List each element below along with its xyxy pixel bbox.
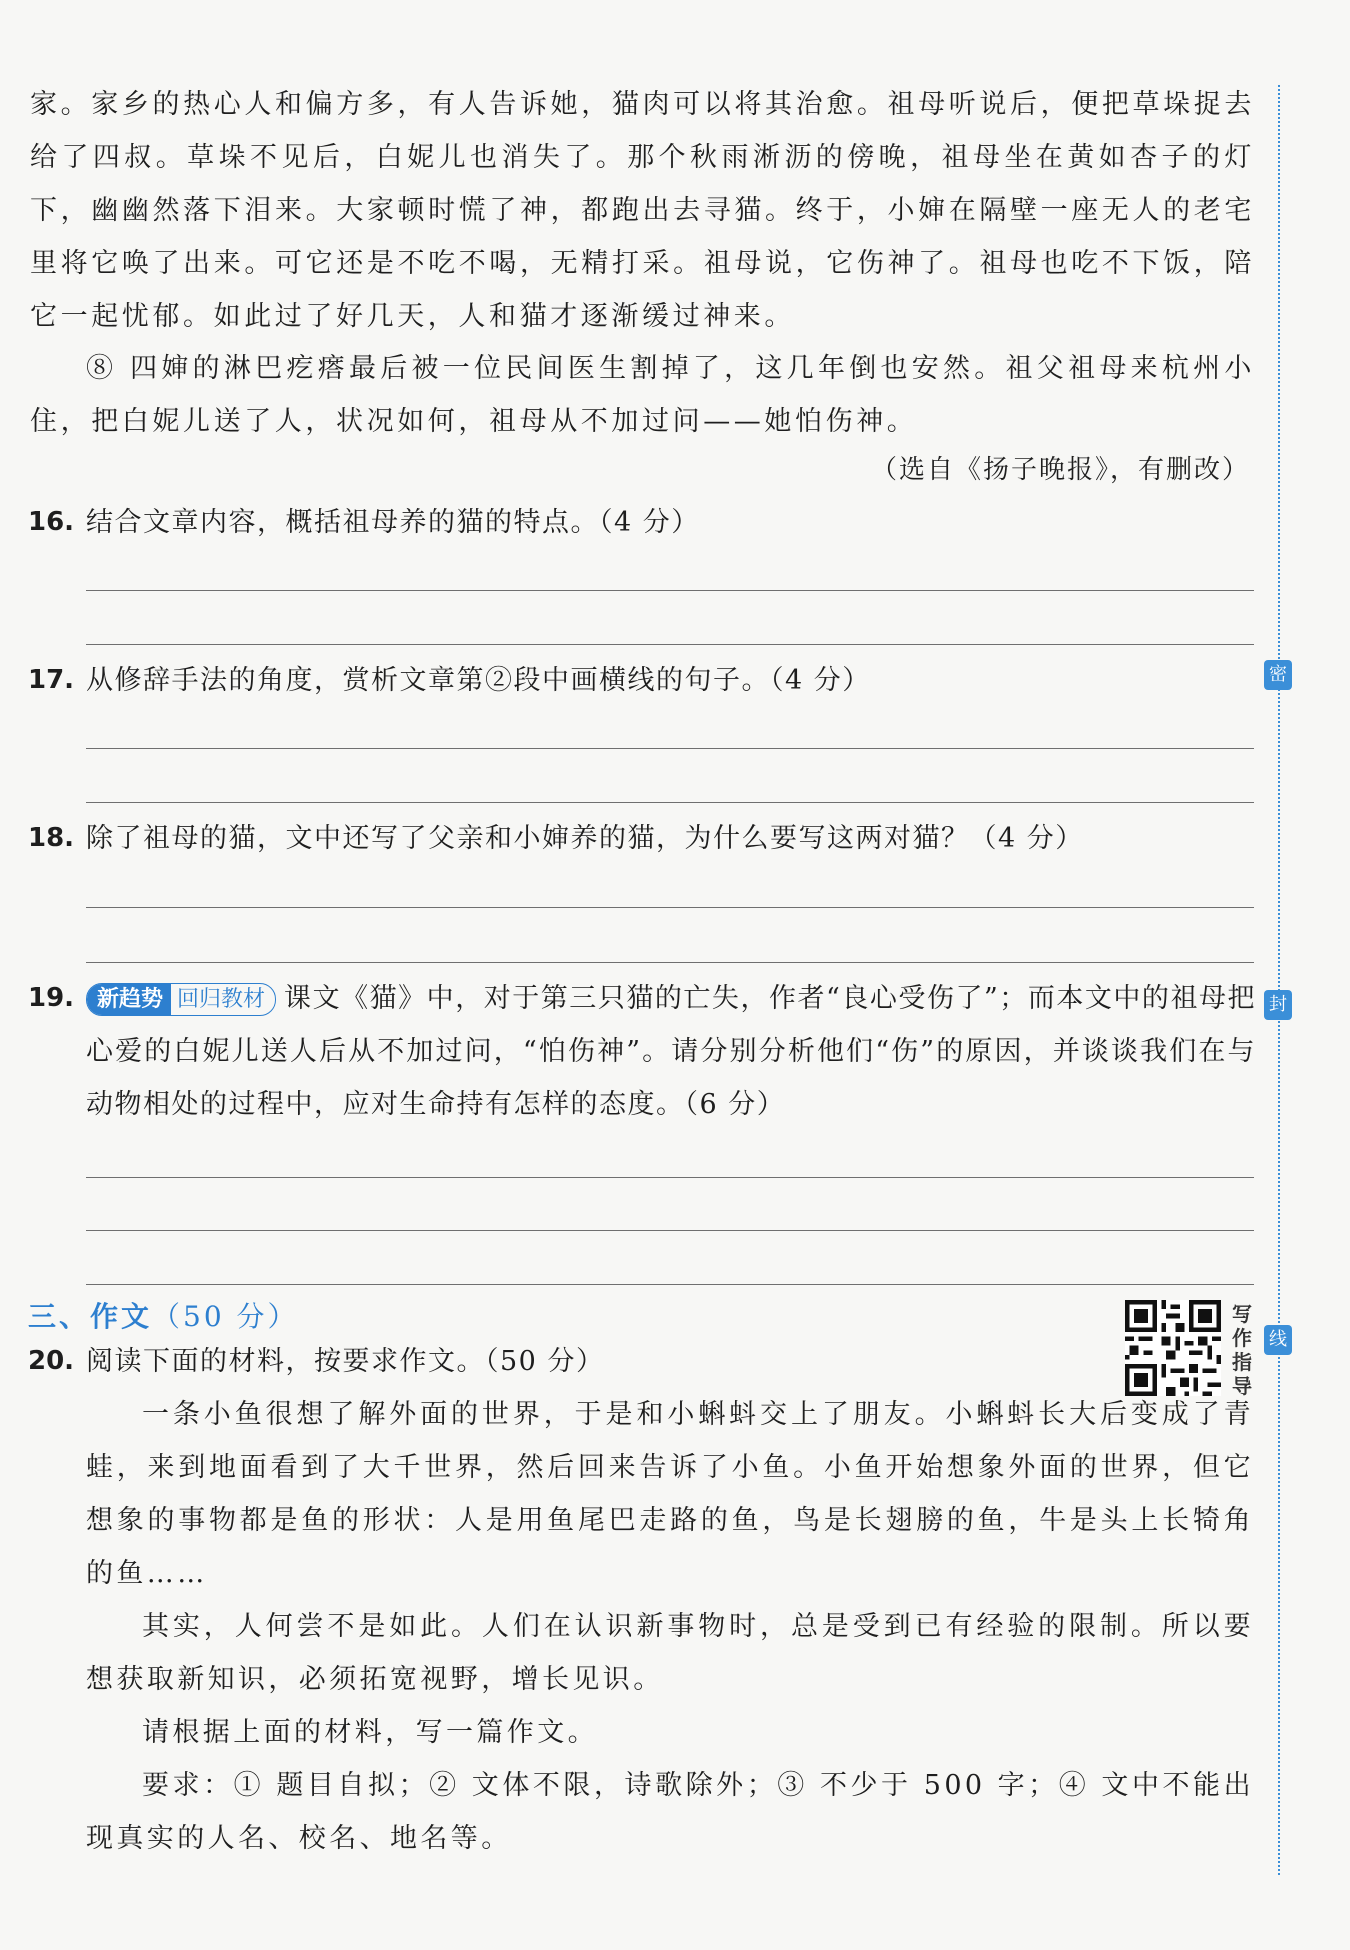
- trend-badge-main: 新趋势: [87, 984, 171, 1015]
- question-18: [28, 812, 1256, 865]
- question-number: 19.: [28, 983, 75, 1013]
- answer-line[interactable]: [86, 907, 1254, 908]
- passage-source: （选自《扬子晚报》，有删改）: [870, 455, 1250, 485]
- answer-line[interactable]: [86, 1177, 1254, 1178]
- question-20: [28, 1335, 1256, 1388]
- question-text: 阅读下面的材料，按要求作文。（50 分）: [86, 1346, 605, 1377]
- answer-line[interactable]: [86, 1230, 1254, 1231]
- question-number: 18.: [28, 823, 75, 853]
- margin-mark-feng: 封: [1264, 990, 1292, 1020]
- question-number: 17.: [28, 665, 75, 695]
- question-number: 20.: [28, 1346, 75, 1376]
- answer-line[interactable]: [86, 1284, 1254, 1285]
- answer-line[interactable]: [86, 748, 1254, 749]
- margin-mark-xian: 线: [1264, 1325, 1292, 1355]
- question-19-body: 课文《猫》中，对于第三只猫的亡失，作者“良心受伤了”；而本文中的祖母把心爱的白妮儿送人后从不加过问，“怕伤神”。请分别分析他们“伤”的原因，并谈谈我们在与动物相处的过程中，应对生命持有怎样的态度。（6 分）: [86, 983, 1256, 1120]
- question-17: [28, 654, 1256, 707]
- answer-line[interactable]: [86, 644, 1254, 645]
- answer-line[interactable]: [86, 962, 1254, 963]
- section-title-text: 三、作文: [28, 1300, 153, 1333]
- passage-paragraph-8: ⑧ 四婶的淋巴疙瘩最后被一位民间医生割掉了，这几年倒也安然。祖父祖母来杭州小住，把白妮儿送了人，状况如何，祖母从不加过问——她怕伤神。: [30, 353, 1255, 437]
- question-number: 16.: [28, 507, 75, 537]
- answer-line[interactable]: [86, 590, 1254, 591]
- writing-instruction: 请根据上面的材料，写一篇作文。: [142, 1717, 598, 1748]
- margin-mark-mi: 密: [1264, 660, 1292, 690]
- section-title-composition: [28, 1295, 299, 1335]
- writing-requirements: 要求：① 题目自拟；② 文体不限，诗歌除外；③ 不少于 500 字；④ 文中不能出现真实的人名、校名、地名等。: [86, 1770, 1254, 1854]
- question-text: [86, 972, 1256, 1131]
- question-text: 除了祖母的猫，文中还写了父亲和小婶养的猫，为什么要写这两对猫？（4 分）: [86, 823, 1084, 854]
- passage-paragraph-7: 家。家乡的热心人和偏方多，有人告诉她，猫肉可以将其治愈。祖母听说后，便把草垛捉去给了四叔。草垛不见后，白妮儿也消失了。那个秋雨淅沥的傍晚，祖母坐在黄如杏子的灯下，幽幽然落下泪来。大家顿时慌了神，都跑出去寻猫。终于，小婶在隔壁一座无人的老宅里将它唤了出来。可它还是不吃不喝，无精打采。祖母说，它伤神了。祖母也吃不下饭，陪它一起忧郁。如此过了好几天，人和猫才逐渐缓过神来。: [30, 89, 1255, 332]
- qr-label: 写作指导: [1232, 1302, 1252, 1398]
- question-text: 从修辞手法的角度，赏析文章第②段中画横线的句子。（4 分）: [86, 665, 871, 696]
- trend-badge-sub: 回归教材: [177, 987, 266, 1012]
- material-paragraph-2: 其实，人何尝不是如此。人们在认识新事物时，总是受到已有经验的限制。所以要想获取新知识，必须拓宽视野，增长见识。: [86, 1611, 1254, 1695]
- answer-line[interactable]: [86, 802, 1254, 803]
- material-paragraph-1: 一条小鱼很想了解外面的世界，于是和小蝌蚪交上了朋友。小蝌蚪长大后变成了青蛙，来到地面看到了大千世界，然后回来告诉了小鱼。小鱼开始想象外面的世界，但它想象的事物都是鱼的形状：人是用鱼尾巴走路的鱼，鸟是长翅膀的鱼，牛是头上长犄角的鱼……: [86, 1399, 1254, 1589]
- question-19: [28, 972, 1256, 1131]
- question-text: 结合文章内容，概括祖母养的猫的特点。（4 分）: [86, 507, 700, 538]
- question-16: [28, 496, 1256, 549]
- trend-badge: [86, 983, 276, 1016]
- section-points: （50 分）: [152, 1300, 299, 1333]
- binding-dotted-line: [1278, 85, 1280, 1875]
